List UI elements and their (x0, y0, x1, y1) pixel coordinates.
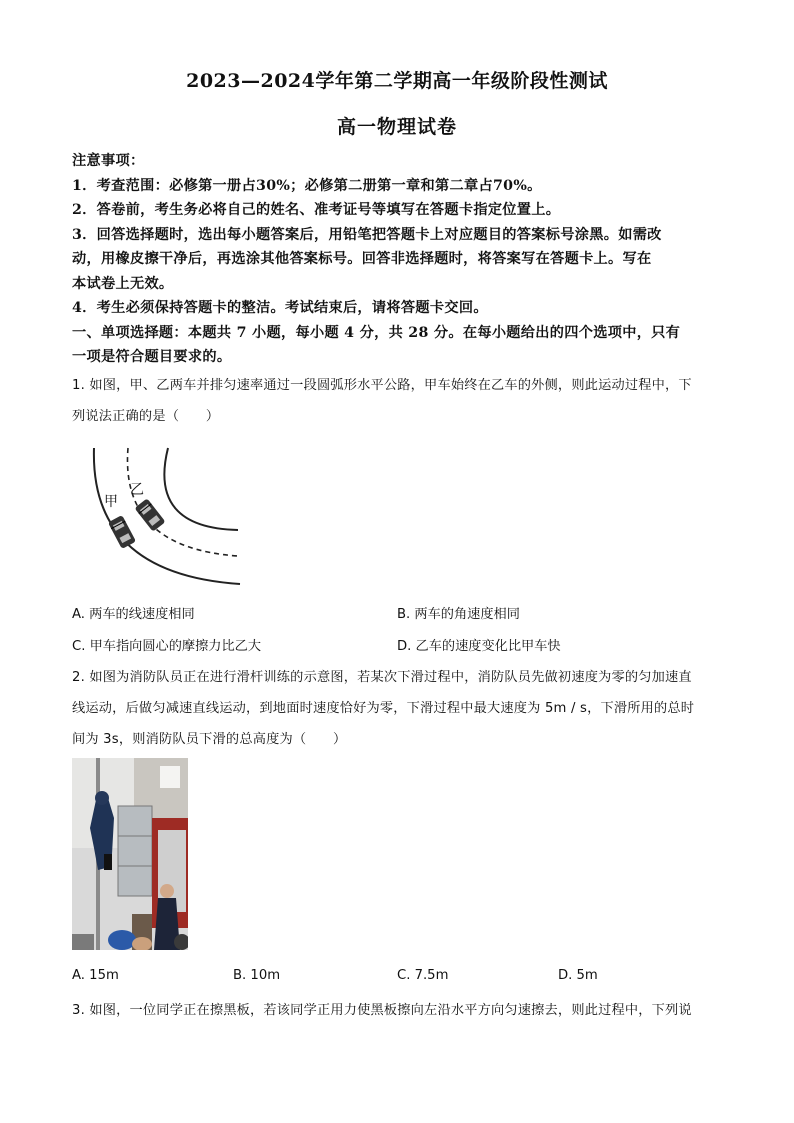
note-4: 4．考生必须保持答题卡的整洁。考试结束后，请将答题卡交回。 (72, 300, 488, 316)
note-3-line3: 本试卷上无效。 (72, 276, 174, 292)
q2-stem-line1: 2. 如图为消防队员正在进行滑杆训练的示意图，若某次下滑过程中，消防队员先做初速度为零的匀加速直 (72, 670, 692, 685)
road-inner-edge (164, 448, 238, 530)
q2-option-b[interactable]: B. 10m (233, 968, 281, 983)
q2-option-a[interactable]: A. 15m (72, 968, 119, 983)
q2-stem-line2: 线运动，后做匀减速直线运动，到地面时速度恰好为零，下滑过程中最大速度为 5m / s，下滑所用的总时 (72, 701, 695, 716)
q1-stem-line1: 1. 如图，甲、乙两车并排匀速率通过一段圆弧形水平公路，甲车始终在乙车的外侧，则此运动过程中，下 (72, 378, 692, 393)
car-inner-yi (134, 498, 165, 531)
window-frame (118, 806, 152, 896)
label-jia: 甲 (104, 494, 118, 510)
q2-stem-line3: 间为 3s，则消防队员下滑的总高度为（ ） (72, 732, 347, 747)
q1-road-figure (82, 444, 252, 594)
q1-stem-line2: 列说法正确的是（ ） (72, 409, 220, 424)
note-1: 1．考查范围：必修第一册占30%；必修第二册第一章和第二章占70%。 (72, 178, 542, 194)
label-yi: 乙 (130, 482, 144, 498)
q2-firefighter-photo (72, 758, 188, 950)
note-3-line2: 动，用橡皮擦干净后，再选涂其他答案标号。回答非选择题时，将答案写在答题卡上。写在 (72, 251, 652, 267)
section1-instructions-line1: 一、单项选择题：本题共 7 小题，每小题 4 分，共 28 分。在每小题给出的四个选项中，只有 (72, 325, 681, 341)
q1-option-b[interactable]: B. 两车的角速度相同 (397, 607, 520, 622)
car-outer-jia (108, 515, 136, 549)
q1-option-a[interactable]: A. 两车的线速度相同 (72, 607, 195, 622)
q2-option-d[interactable]: D. 5m (558, 968, 598, 983)
note-2: 2．答卷前，考生务必将自己的姓名、准考证号等填写在答题卡指定位置上。 (72, 202, 561, 218)
q2-option-c[interactable]: C. 7.5m (397, 968, 449, 983)
q1-option-c[interactable]: C. 甲车指向圆心的摩擦力比乙大 (72, 639, 262, 654)
exam-title: 2023—2024学年第二学期高一年级阶段性测试 (186, 70, 608, 92)
notes-heading: 注意事项： (72, 153, 145, 169)
q3-stem-line1: 3. 如图，一位同学正在擦黑板，若该同学正用力使黑板擦向左沿水平方向匀速擦去，则此过程中，下列说 (72, 1003, 692, 1018)
q1-option-d[interactable]: D. 乙车的速度变化比甲车快 (397, 639, 561, 654)
road-outer-edge (94, 448, 240, 584)
exam-subtitle: 高一物理试卷 (336, 116, 457, 138)
note-3-line1: 3．回答选择题时，选出每小题答案后，用铅笔把答题卡上对应题目的答案标号涂黑。如需改 (72, 227, 662, 243)
section1-instructions-line2: 一项是符合题目要求的。 (72, 349, 232, 365)
